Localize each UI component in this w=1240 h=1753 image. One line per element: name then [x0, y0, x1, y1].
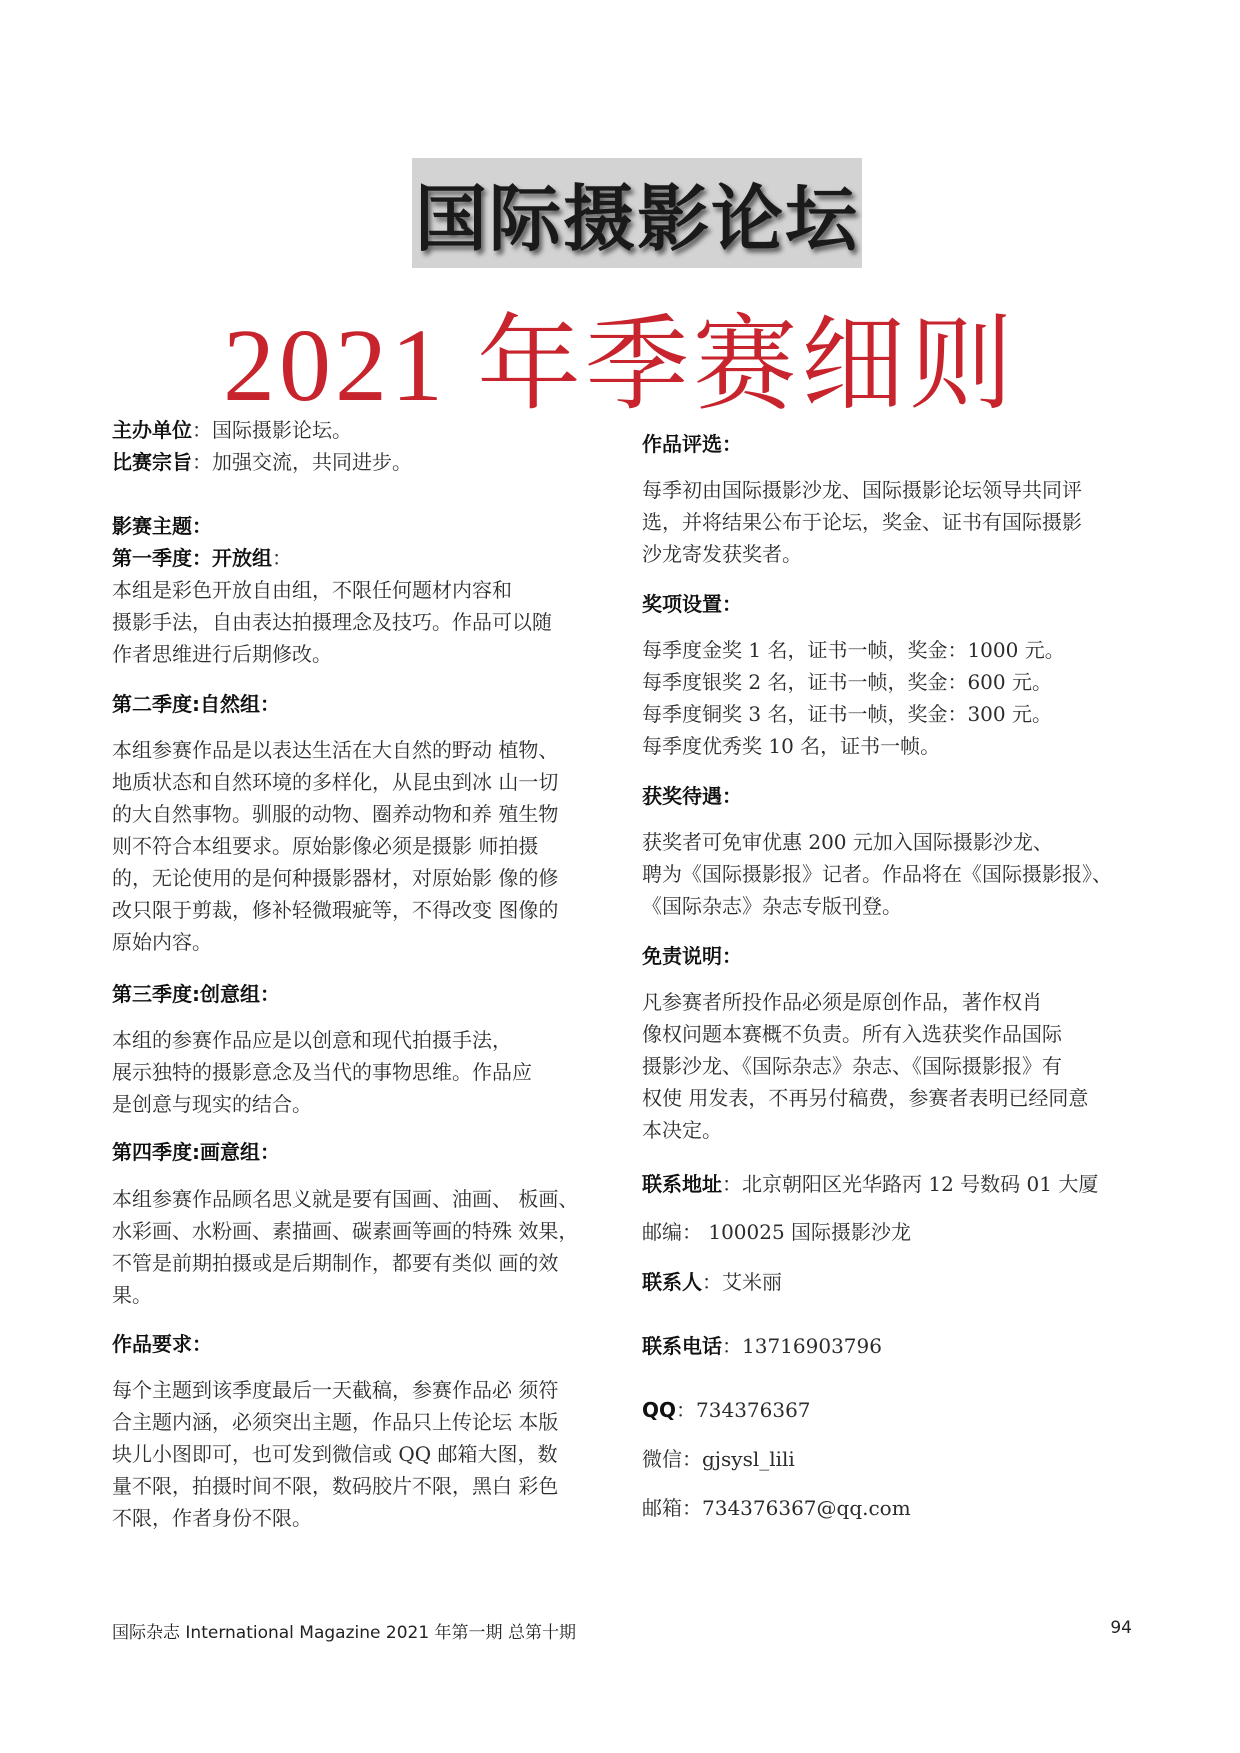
qq-label: QQ — [642, 1398, 677, 1422]
award-line: 每季度铜奖 3 名，证书一帧，奖金：300 元。 — [642, 702, 1052, 726]
footer-publication: 国际杂志 International Magazine 2021 年第一期 总第十期 — [112, 1623, 576, 1643]
benefit-line: 聘为《国际摄影报》记者。作品将在《国际摄影报》、 — [642, 862, 1112, 886]
theme-heading: 影赛主题： — [112, 514, 212, 538]
phone-label: 联系电话 — [642, 1334, 722, 1358]
organizer-line — [112, 414, 602, 446]
page-title: 国际摄影论坛 — [414, 177, 859, 261]
evaluation-body — [642, 474, 1142, 570]
season1-colon: ： — [272, 546, 292, 570]
requirements-line: 不限，作者身份不限。 — [112, 1506, 312, 1530]
disclaimer-body — [642, 986, 1142, 1146]
season2-heading: 第二季度:自然组： — [112, 692, 280, 716]
contact-label: 联系人 — [642, 1270, 702, 1294]
email-line: 邮箱：734376367@qq.com — [642, 1496, 911, 1520]
award-line: 每季度银奖 2 名，证书一帧，奖金：600 元。 — [642, 670, 1052, 694]
disclaimer-heading: 免责说明： — [642, 944, 742, 968]
disclaimer-line: 本决定。 — [642, 1118, 722, 1142]
purpose-line — [112, 446, 602, 478]
disclaimer-line: 凡参赛者所投作品必须是原创作品，著作权肖 — [642, 990, 1042, 1014]
season3-line: 本组的参赛作品应是以创意和现代拍摄手法， — [112, 1028, 512, 1052]
evaluation-line: 沙龙寄发获奖者。 — [642, 542, 802, 566]
season3-body — [112, 1024, 602, 1120]
season4-body — [112, 1183, 602, 1311]
evaluation-line: 选，并将结果公布于论坛，奖金、证书有国际摄影 — [642, 510, 1082, 534]
awards-heading: 奖项设置： — [642, 592, 742, 616]
season2-line: 原始内容。 — [112, 930, 212, 954]
season4-line: 水彩画、水粉画、素描画、碳素画等画的特殊 效果， — [112, 1219, 579, 1243]
address-label: 联系地址 — [642, 1172, 722, 1196]
season3-line: 展示独特的摄影意念及当代的事物思维。作品应 — [112, 1060, 532, 1084]
award-line: 每季度金奖 1 名，证书一帧，奖金：1000 元。 — [642, 638, 1065, 662]
season2-body — [112, 734, 602, 958]
season2-line: 本组参赛作品是以表达生活在大自然的野动 植物、 — [112, 738, 559, 762]
organizer-label: 主办单位 — [112, 418, 192, 442]
requirements-heading: 作品要求： — [112, 1332, 212, 1356]
disclaimer-line: 像权问题本赛概不负责。所有入选获奖作品国际 — [642, 1022, 1062, 1046]
benefits-body — [642, 826, 1142, 922]
address-line — [642, 1168, 1142, 1200]
qq-value: ：734376367 — [676, 1398, 811, 1422]
requirements-body — [112, 1374, 602, 1534]
wechat-line: 微信：gjsysl_lili — [642, 1447, 795, 1471]
season1-line: 本组是彩色开放自由组，不限任何题材内容和 — [112, 578, 512, 602]
requirements-line: 合主题内涵，必须突出主题，作品只上传论坛 本版 — [112, 1410, 559, 1434]
season4-heading: 第四季度:画意组： — [112, 1140, 280, 1164]
season4-line: 本组参赛作品顾名思义就是要有国画、油画、 板画、 — [112, 1187, 579, 1211]
benefit-line: 《国际杂志》杂志专版刊登。 — [642, 894, 902, 918]
season3-heading: 第三季度:创意组： — [112, 982, 280, 1006]
season4-line: 果。 — [112, 1283, 152, 1307]
address-value: ：北京朝阳区光华路丙 12 号数码 01 大厦 — [722, 1172, 1099, 1196]
season1-heading-line — [112, 542, 602, 574]
contact-line — [642, 1266, 1142, 1298]
season2-line: 地质状态和自然环境的多样化，从昆虫到冰 山一切 — [112, 770, 559, 794]
requirements-line: 量不限，拍摄时间不限，数码胶片不限，黑白 彩色 — [112, 1474, 559, 1498]
season1-body — [112, 574, 602, 670]
season2-line: 的大自然事物。驯服的动物、圈养动物和养 殖生物 — [112, 802, 559, 826]
season1-heading: 第一季度：开放组 — [112, 546, 272, 570]
benefit-line: 获奖者可免审优惠 200 元加入国际摄影沙龙、 — [642, 830, 1053, 854]
page-number: 94 — [1110, 1618, 1132, 1638]
awards-body — [642, 634, 1142, 762]
season2-line: 改只限于剪裁，修补轻微瑕疵等，不得改变 图像的 — [112, 898, 559, 922]
season1-line: 摄影手法，自由表达拍摄理念及技巧。作品可以随 — [112, 610, 552, 634]
season1-line: 作者思维进行后期修改。 — [112, 642, 332, 666]
phone-value: ：13716903796 — [722, 1334, 882, 1358]
disclaimer-line: 权使 用发表，不再另付稿费，参赛者表明已经同意 — [642, 1086, 1089, 1110]
evaluation-line: 每季初由国际摄影沙龙、国际摄影论坛领导共同评 — [642, 478, 1082, 502]
evaluation-heading: 作品评选： — [642, 432, 742, 456]
page-subtitle: 2021 年季赛细则 — [222, 308, 1017, 423]
organizer-value: ：国际摄影论坛。 — [192, 418, 352, 442]
disclaimer-line: 摄影沙龙、《国际杂志》杂志、《国际摄影报》有 — [642, 1054, 1062, 1078]
purpose-value: ：加强交流，共同进步。 — [192, 450, 412, 474]
benefits-heading: 获奖待遇： — [642, 784, 742, 808]
season3-line: 是创意与现实的结合。 — [112, 1092, 312, 1116]
requirements-line: 每个主题到该季度最后一天截稿，参赛作品必 须符 — [112, 1378, 559, 1402]
award-line: 每季度优秀奖 10 名，证书一帧。 — [642, 734, 941, 758]
qq-line — [642, 1394, 1142, 1426]
season2-line: 则不符合本组要求。原始影像必须是摄影 师拍摄 — [112, 834, 539, 858]
requirements-line: 块儿小图即可，也可发到微信或 QQ 邮箱大图，数 — [112, 1442, 558, 1466]
purpose-label: 比赛宗旨 — [112, 450, 192, 474]
phone-line — [642, 1330, 1142, 1362]
title-banner — [412, 158, 862, 268]
season2-line: 的，无论使用的是何种摄影器材，对原始影 像的修 — [112, 866, 559, 890]
contact-value: ：艾米丽 — [702, 1270, 782, 1294]
postcode-line: 邮编： 100025 国际摄影沙龙 — [642, 1220, 912, 1244]
season4-line: 不管是前期拍摄或是后期制作，都要有类似 画的效 — [112, 1251, 559, 1275]
